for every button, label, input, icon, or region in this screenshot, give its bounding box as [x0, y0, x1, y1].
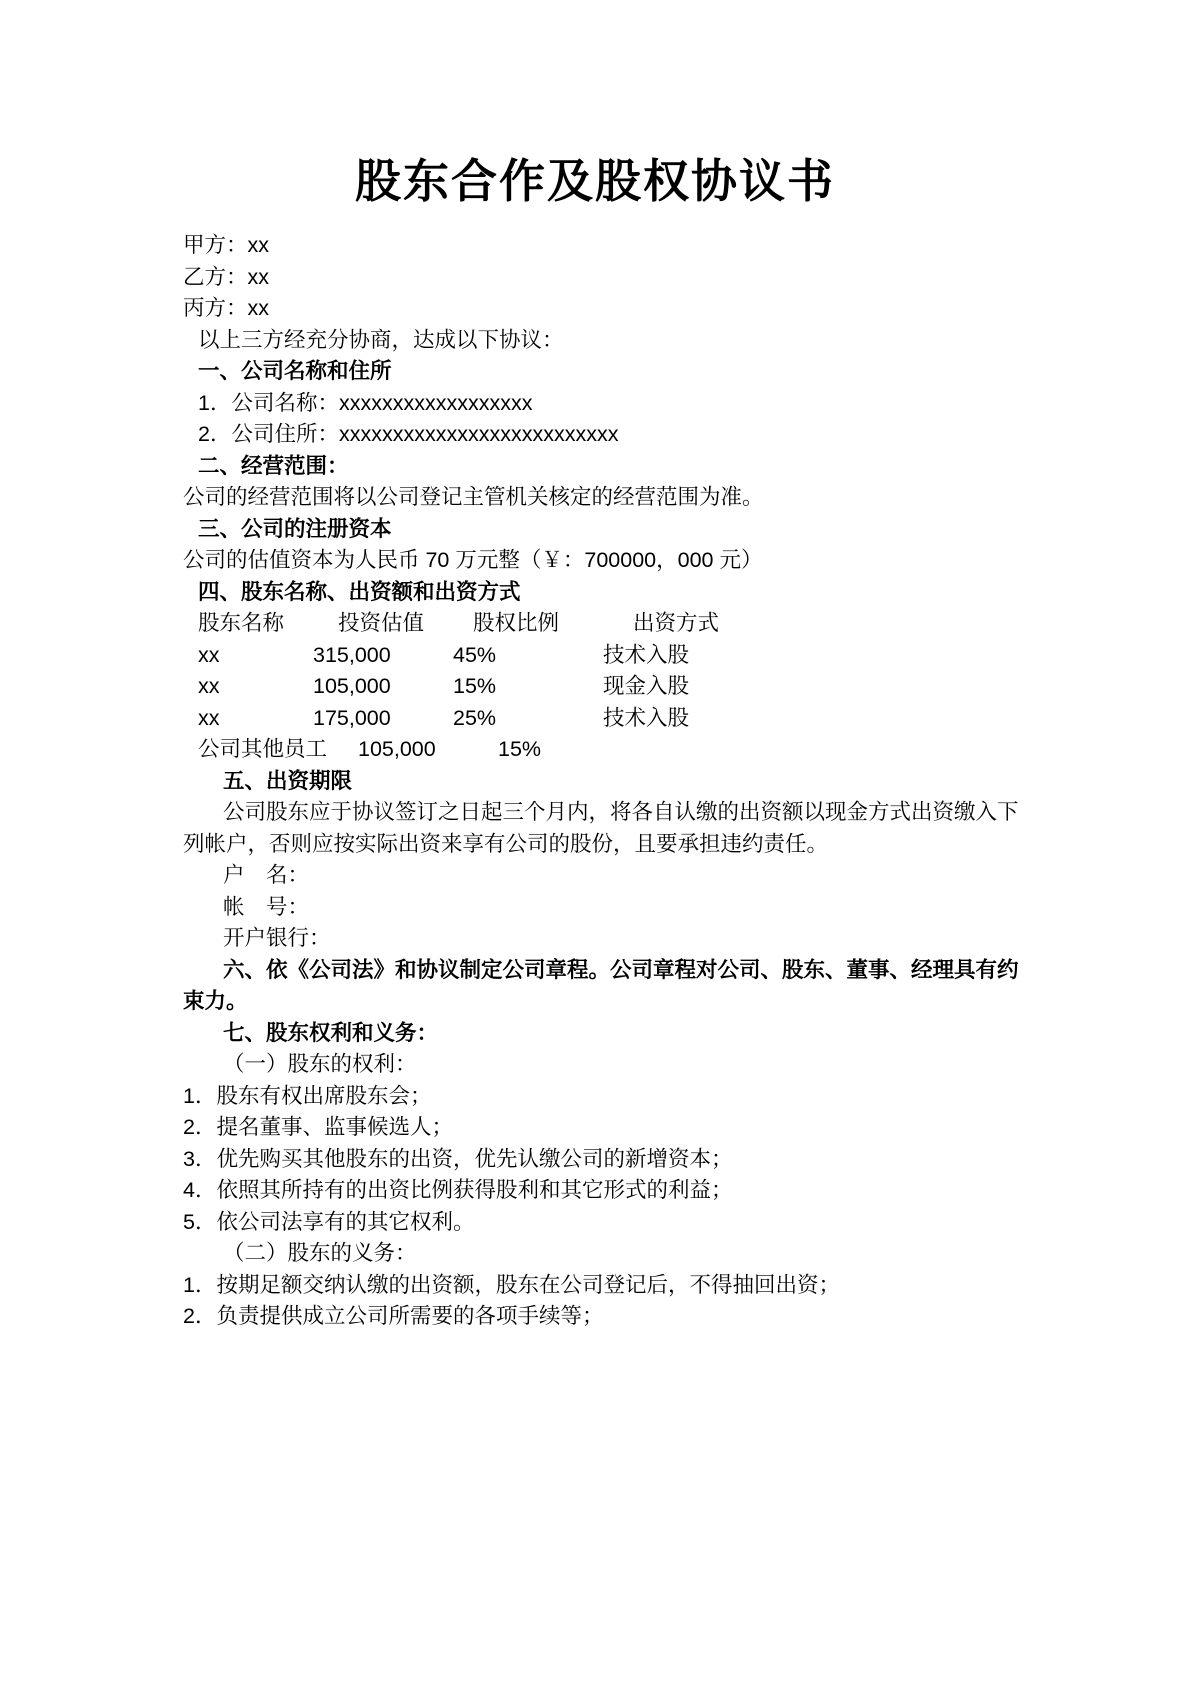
section4-heading: 四、股东名称、出资额和出资方式 — [198, 579, 521, 604]
table-cell: 25% — [453, 705, 497, 730]
table-row — [183, 671, 1020, 703]
document-body — [0, 230, 1190, 1333]
section1-item2: 2．公司住所：xxxxxxxxxxxxxxxxxxxxxxxxxx — [198, 422, 619, 447]
table-cell: 15% — [498, 737, 542, 762]
table-cell: xx — [198, 642, 220, 667]
account-name-line: 户 名： — [223, 863, 310, 888]
bank-line: 开户银行： — [223, 926, 331, 951]
party-bing: 丙方：xx — [183, 296, 270, 321]
rights-item: 2．提名董事、监事候选人； — [183, 1115, 453, 1140]
table-cell: 现金入股 — [603, 674, 690, 699]
table-header-cell: 股东名称 — [198, 611, 285, 636]
section5-heading: 五、出资期限 — [223, 768, 353, 793]
table-header-cell: 出资方式 — [633, 611, 720, 636]
table-cell: 15% — [453, 674, 497, 699]
party-yi: 乙方：xx — [183, 264, 270, 289]
table-cell: 175,000 — [313, 705, 391, 730]
rights-item: 3．优先购买其他股东的出资，优先认缴公司的新增资本； — [183, 1146, 733, 1171]
section5-body-line2: 列帐户，否则应按实际出资来享有公司的股份，且要承担违约责任。 — [183, 831, 829, 856]
rights-item: 4．依照其所持有的出资比例获得股利和其它形式的利益； — [183, 1178, 733, 1203]
section6-heading-line2: 束力。 — [183, 989, 248, 1014]
table-cell: 45% — [453, 642, 497, 667]
section5-body-line1: 公司股东应于协议签订之日起三个月内，将各自认缴的出资额以现金方式出资缴入下 — [223, 800, 1019, 825]
section2-body: 公司的经营范围将以公司登记主管机关核定的经营范围为准。 — [183, 485, 764, 510]
duties-item: 2．负责提供成立公司所需要的各项手续等； — [183, 1304, 604, 1329]
section7-heading: 七、股东权利和义务： — [223, 1020, 439, 1045]
section2-heading: 二、经营范围： — [198, 453, 349, 478]
section7-part2-heading: （二）股东的义务： — [223, 1241, 417, 1266]
table-header-cell: 投资估值 — [338, 611, 425, 636]
intro-line: 以上三方经充分协商，达成以下协议： — [198, 327, 564, 352]
section1-heading: 一、公司名称和住所 — [198, 359, 392, 384]
table-cell: 技术入股 — [603, 642, 690, 667]
table-cell: 技术入股 — [603, 705, 690, 730]
table-header-cell: 股权比例 — [473, 611, 560, 636]
table-cell: 105,000 — [358, 737, 436, 762]
table-row — [183, 703, 1020, 735]
duties-item: 1．按期足额交纳认缴的出资额，股东在公司登记后，不得抽回出资； — [183, 1272, 840, 1297]
account-number-line: 帐 号： — [223, 894, 310, 919]
table-row — [183, 734, 1020, 766]
rights-item: 5．依公司法享有的其它权利。 — [183, 1209, 475, 1234]
section3-heading: 三、公司的注册资本 — [198, 516, 392, 541]
document-title: 股东合作及股权协议书 — [355, 155, 835, 207]
rights-item: 1．股东有权出席股东会； — [183, 1083, 432, 1108]
table-cell: 105,000 — [313, 674, 391, 699]
table-row — [183, 640, 1020, 672]
table-cell: xx — [198, 674, 220, 699]
party-jia: 甲方：xx — [183, 233, 270, 258]
table-cell: 公司其他员工 — [198, 737, 328, 762]
table-cell: xx — [198, 705, 220, 730]
table-cell: 315,000 — [313, 642, 391, 667]
table-header-row — [183, 608, 1020, 640]
section6-heading-line1: 六、依《公司法》和协议制定公司章程。公司章程对公司、股东、董事、经理具有约 — [223, 957, 1019, 982]
section7-part1-heading: （一）股东的权利： — [223, 1052, 417, 1077]
section3-body: 公司的估值资本为人民币 70 万元整（￥：700000，000 元） — [183, 548, 763, 573]
section1-item1: 1．公司名称：xxxxxxxxxxxxxxxxxx — [198, 390, 533, 415]
